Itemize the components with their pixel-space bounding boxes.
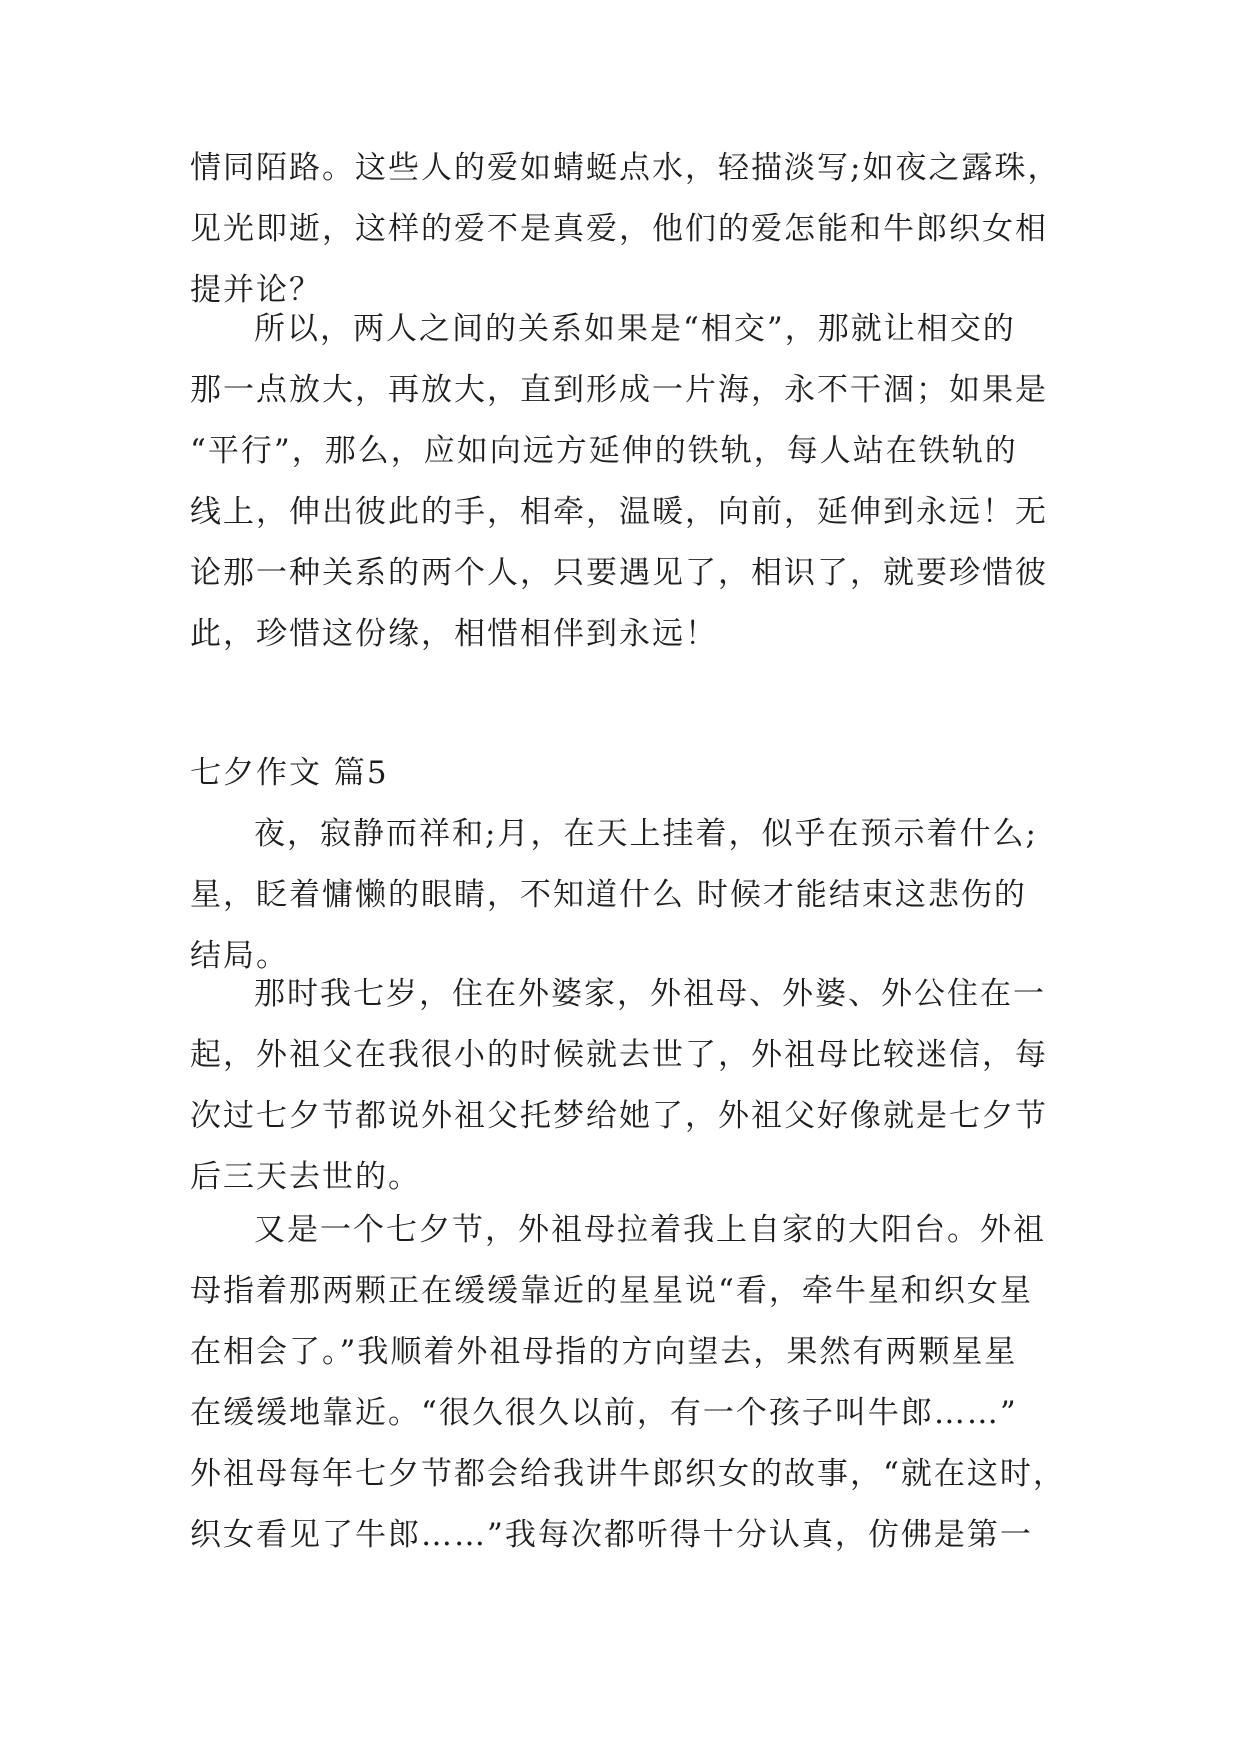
text-line: 见光即逝，这样的爱不是真爱，他们的爱怎能和牛郎织女相 (190, 211, 1048, 247)
text-line: 次过七夕节都说外祖父托梦给她了，外祖父好像就是七夕节 (190, 1098, 1048, 1134)
text-line: 夜，寂静而祥和;月，在天上挂着，似乎在预示着什么; (254, 816, 1038, 852)
text-line: 那一点放大，再放大，直到形成一片海，永不干涸；如果是 (190, 372, 1048, 408)
text-line: 母指着那两颗正在缓缓靠近的星星说“看，牵牛星和织女星 (190, 1273, 1033, 1309)
text-line: 线上，伸出彼此的手，相牵，温暖，向前，延伸到永远！无 (190, 494, 1048, 530)
text-line: 织女看见了牛郎……”我每次都听得十分认真，仿佛是第一 (190, 1517, 1033, 1553)
text-line: 后三天去世的。 (190, 1159, 421, 1195)
section-heading (190, 743, 1050, 804)
paragraph-continued (190, 138, 1061, 321)
text-line: 起，外祖父在我很小的时候就去世了，外祖母比较迷信，每 (190, 1037, 1048, 1073)
text-line: 那时我七岁，住在外婆家，外祖母、外婆、外公住在一 (254, 976, 1046, 1012)
text-line: 在缓缓地靠近。“很久很久以前，有一个孩子叫牛郎……” (190, 1395, 1018, 1431)
paragraph-balcony (190, 1200, 1066, 1566)
article-title: 七夕作文 篇5 (190, 755, 389, 791)
text-line: 结局。 (190, 938, 289, 974)
text-line: 所以，两人之间的关系如果是“相交”，那就让相交的 (254, 311, 1016, 347)
paragraph-relationship (190, 299, 1050, 665)
text-line: 星，眨着慵懒的眼睛，不知道什么 时候才能结束这悲伤的 (190, 877, 1027, 913)
text-line: 又是一个七夕节，外祖母拉着我上自家的大阳台。外祖 (254, 1212, 1046, 1248)
text-line: 外祖母每年七夕节都会给我讲牛郎织女的故事，“就在这时， (190, 1456, 1066, 1492)
text-line: 在相会了。”我顺着外祖母指的方向望去，果然有两颗星星 (190, 1334, 1018, 1370)
paragraph-night (190, 804, 1050, 987)
text-line: “平行”，那么，应如向远方延伸的铁轨，每人站在铁轨的 (190, 433, 1018, 469)
text-line: 提并论？ (190, 272, 322, 308)
text-line: 情同陌路。这些人的爱如蜻蜓点水，轻描淡写;如夜之露珠， (190, 150, 1061, 186)
text-line: 论那一种关系的两个人，只要遇见了，相识了，就要珍惜彼 (190, 555, 1048, 591)
text-line: 此，珍惜这份缘，相惜相伴到永远！ (190, 616, 718, 652)
paragraph-childhood (190, 964, 1050, 1208)
